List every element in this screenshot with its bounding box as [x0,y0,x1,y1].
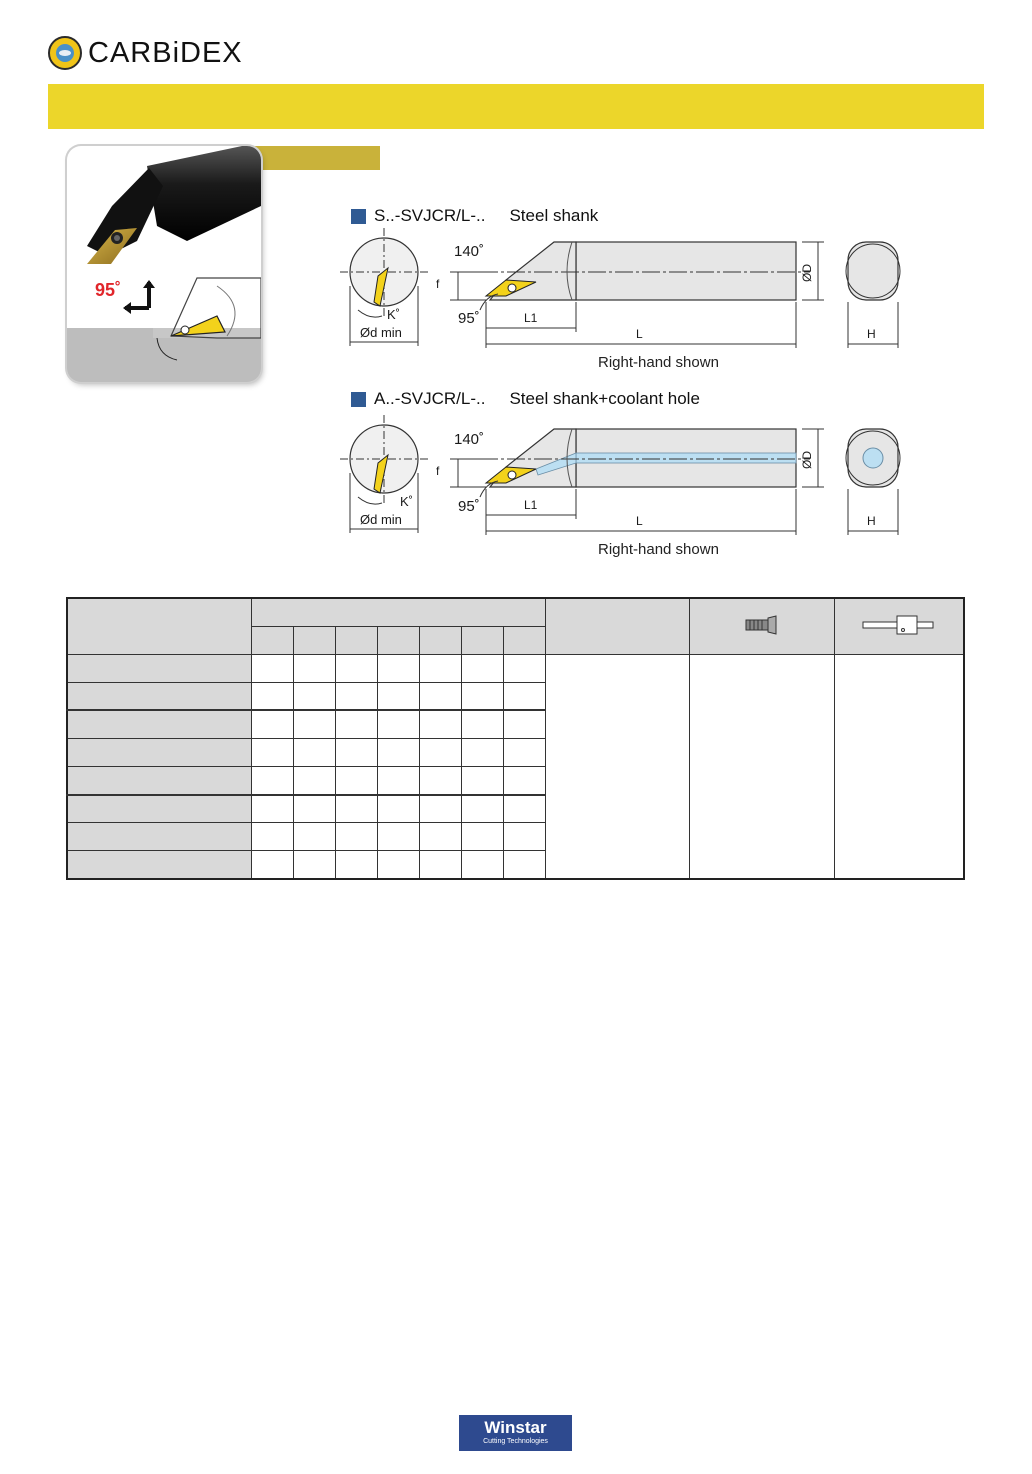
model-cell [67,738,251,766]
dim-col [503,626,545,654]
f-label: f [436,464,440,478]
model-cell [67,767,251,795]
dim-cell [461,795,503,823]
brand-name: CARBiDEX [88,37,243,69]
screw-icon [742,615,782,635]
dim-cell [293,795,335,823]
insert-cell [545,654,689,879]
dim-col [251,626,293,654]
spec-table [66,597,965,880]
angle-140-label: 140˚ [454,243,485,260]
header-dimensions [251,598,545,626]
dim-cell [419,682,461,710]
dim-cell [335,738,377,766]
dim-cell [293,767,335,795]
dim-cell [419,767,461,795]
model-cell [67,823,251,851]
dim-cell [503,710,545,738]
footer-tagline: Cutting Technologies [483,1438,548,1445]
dim-col [293,626,335,654]
model-cell [67,795,251,823]
dim-cell [335,682,377,710]
dim-cell [377,654,419,682]
dim-cell [461,823,503,851]
dim-cell [419,738,461,766]
dim-col [335,626,377,654]
footer-logo [459,1415,572,1451]
dim-cell [377,738,419,766]
dim-cell [461,767,503,795]
product-photo-card [67,146,261,382]
dim-cell [293,654,335,682]
dim-cell [503,767,545,795]
dim-cell [251,710,293,738]
dim-cell [293,823,335,851]
d-label: ØD [800,264,814,282]
l1-label: L1 [524,311,538,325]
dim-cell [251,795,293,823]
dim-cell [419,710,461,738]
dim-cell [461,738,503,766]
dim-col [461,626,503,654]
dim-cell [251,682,293,710]
dim-cell [335,767,377,795]
dim-cell [461,682,503,710]
angle-95-label: 95˚ [458,498,480,515]
boring-bar-photo [67,146,261,382]
screw-cell [689,654,834,879]
dim-cell [251,851,293,879]
dim-cell [335,851,377,879]
header-key [834,598,964,654]
dim-cell [335,823,377,851]
title-bar [48,84,984,129]
dim-cell [377,823,419,851]
d-label: ØD [800,451,814,469]
key-icon [861,614,937,636]
dim-cell [293,682,335,710]
dim-cell [419,795,461,823]
category-tab [248,146,380,170]
header-screw [689,598,834,654]
dim-cell [335,654,377,682]
right-hand-caption: Right-hand shown [598,354,719,371]
lead-angle-label: 95˚ [95,280,122,300]
l-label: L [636,327,643,341]
dim-cell [377,682,419,710]
dim-cell [293,710,335,738]
dim-cell [419,851,461,879]
h-label: H [867,514,876,528]
dim-cell [503,823,545,851]
section-heading-coolant: A..-SVJCR/L-.. Steel shank+coolant hole [351,389,700,409]
coolant-shank-drawing [340,415,920,540]
dim-col [377,626,419,654]
dim-cell [251,767,293,795]
table-row [67,654,964,682]
dim-cell [503,738,545,766]
f-label: f [436,277,440,291]
dim-cell [377,710,419,738]
h-label: H [867,327,876,341]
dim-cell [293,738,335,766]
dim-cell [335,710,377,738]
dim-cell [377,795,419,823]
l1-label: L1 [524,498,538,512]
dim-col [419,626,461,654]
dmin-label: Ød min [360,325,402,340]
section-heading-steel: S..-SVJCR/L-.. Steel shank [351,206,598,226]
section-marker-icon [351,209,366,224]
right-hand-caption: Right-hand shown [598,541,719,558]
dim-cell [503,654,545,682]
dim-cell [251,654,293,682]
angle-140-label: 140˚ [454,431,485,448]
footer-brand: Winstar [484,1418,547,1437]
dim-cell [461,654,503,682]
dim-cell [419,823,461,851]
dim-cell [503,682,545,710]
dim-cell [461,851,503,879]
k-angle-label: K˚ [387,307,400,322]
model-cell [67,654,251,682]
section-marker-icon [351,392,366,407]
dim-cell [335,795,377,823]
key-cell [834,654,964,879]
angle-95-label: 95˚ [458,310,480,327]
dim-cell [377,851,419,879]
model-cell [67,710,251,738]
dmin-label: Ød min [360,512,402,527]
dim-cell [503,795,545,823]
header-insert [545,598,689,654]
dim-cell [503,851,545,879]
dim-cell [461,710,503,738]
dim-cell [377,767,419,795]
l-label: L [636,514,643,528]
model-cell [67,682,251,710]
dim-cell [293,851,335,879]
k-angle-label: K˚ [400,494,413,509]
model-cell [67,851,251,879]
dim-cell [419,654,461,682]
dim-cell [251,823,293,851]
fish-emblem-icon [48,36,82,70]
brand-logo [48,36,248,74]
dim-cell [251,738,293,766]
header-model [67,598,251,654]
steel-shank-drawing [340,228,920,353]
